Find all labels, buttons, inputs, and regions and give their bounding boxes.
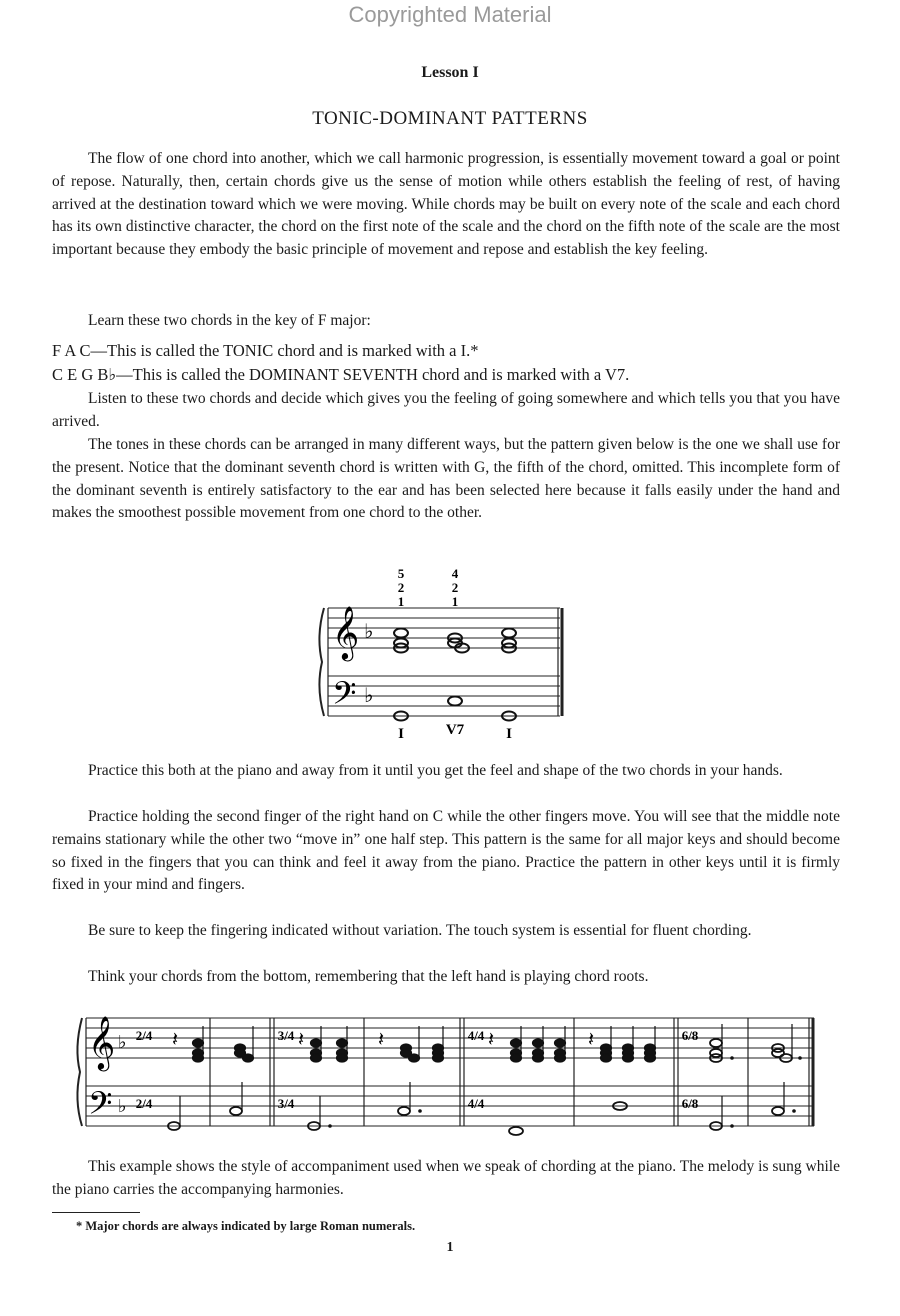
- chord-label-2: V7: [445, 722, 465, 738]
- time-signature-3-4-bass: 3/4: [277, 1096, 295, 1111]
- bass-staff: [328, 676, 560, 716]
- ex2-brace: [77, 1018, 82, 1126]
- paragraph-8: Think your chords from the bottom, remembering that the left hand is playing chord roots.: [88, 968, 649, 985]
- watermark: Copyrighted Material: [348, 2, 552, 27]
- page-number: 1: [446, 1240, 454, 1255]
- svg-text:𝄽: 𝄽: [298, 1029, 305, 1051]
- bass-notes: [392, 697, 518, 721]
- chord-label-1: I: [398, 726, 404, 742]
- footnote: * Major chords are always indicated by large Roman numerals.: [76, 1219, 416, 1233]
- fingering-group: [398, 566, 459, 609]
- ex2-barlines: [86, 1018, 809, 1126]
- time-signature-2-4-bass: 2/4: [135, 1096, 153, 1111]
- ex2-bass-staff: [86, 1086, 814, 1126]
- time-signature-6-8-bass: 6/8: [681, 1096, 699, 1111]
- paragraph-2: Learn these two chords in the key of F major:: [88, 312, 371, 329]
- fingering-2-mid: 2: [451, 580, 459, 595]
- example-2-score: [72, 1008, 822, 1138]
- footnote-rule: [52, 1212, 140, 1213]
- paragraph-4: The tones in these chords can be arranged in many different ways, but the pattern given below is the one we shall use for the present. Notice that the dominant seventh chord is written with G, the fifth of the chord, omitted. This incomplete form of the dominant seventh is entirely satisfactory to the ear and has been selected here because it falls easily under the hand and makes the smoothest possible movement from one chord to the other.: [52, 436, 840, 522]
- ex2-dots: [328, 1056, 802, 1128]
- time-signature-6-8-treble: 6/8: [681, 1028, 699, 1043]
- example-1-score: [310, 564, 580, 744]
- page-title: TONIC-DOMINANT PATTERNS: [312, 108, 588, 129]
- svg-text:𝄽: 𝄽: [172, 1029, 179, 1051]
- paragraph-5: Practice this both at the piano and away from it until you get the feel and shape of the two chords in your hands.: [88, 762, 783, 779]
- fingering-1-top: 5: [397, 566, 405, 581]
- chord-labels: [398, 722, 512, 742]
- fingering-1-bottom: 1: [397, 594, 405, 609]
- ex2-treble-dotted-chords: [710, 1024, 792, 1062]
- ex2-key-flat-bass-icon: ♭: [118, 1096, 127, 1116]
- ex2-key-flat-treble-icon: ♭: [118, 1032, 127, 1052]
- paragraph-3: Listen to these two chords and decide which gives you the feeling of going somewhere and which tells you that you have arrived.: [52, 390, 840, 430]
- fingering-2-top: 4: [451, 566, 459, 581]
- lesson-heading: Lesson I: [421, 64, 479, 81]
- time-signature-4-4-bass: 4/4: [467, 1096, 485, 1111]
- key-flat-treble-icon: ♭: [364, 621, 374, 643]
- system-brace: [319, 608, 324, 716]
- paragraph-9: This example shows the style of accompaniment used when we speak of chording at the piano. The melody is sung while the piano carries the accompanying harmonies.: [52, 1158, 840, 1198]
- key-flat-bass-icon: ♭: [364, 685, 374, 707]
- paragraph-1: The flow of one chord into another, which we call harmonic progression, is essentially movement toward a goal or point of repose. Naturally, then, certain chords give us the sense of motion while others establish the feeling of rest, of having arrived at the destination toward which we were moving. While chords may be built on every note of the scale and each chord has its own distinctive character, the chord on the first note of the scale and the chord on the fifth note of the scale are the most important because they embody the basic principle of movement and repose and establish the key feeling.: [52, 150, 840, 259]
- ex2-bass-clef-icon: 𝄢: [88, 1087, 113, 1129]
- treble-clef-icon: 𝄞: [332, 607, 360, 658]
- ex2-treble-clef-icon: 𝄞: [88, 1017, 116, 1068]
- time-signature-2-4-treble: 2/4: [135, 1028, 153, 1043]
- svg-text:𝄽: 𝄽: [588, 1029, 595, 1051]
- ex2-treble-chords: [193, 1026, 656, 1062]
- time-signature-3-4-treble: 3/4: [277, 1028, 295, 1043]
- svg-text:𝄽: 𝄽: [488, 1029, 495, 1051]
- time-signature-4-4-treble: 4/4: [467, 1028, 485, 1043]
- treble-staff: [328, 608, 560, 648]
- treble-chords: [394, 629, 516, 653]
- dominant-chord-line: C E G B♭—This is called the DOMINANT SEVENTH chord and is marked with a V7.: [52, 365, 630, 384]
- chord-label-3: I: [506, 726, 512, 742]
- svg-text:𝄽: 𝄽: [378, 1029, 385, 1051]
- paragraph-7: Be sure to keep the fingering indicated without variation. The touch system is essential for fluent chording.: [88, 922, 752, 939]
- bass-clef-icon: 𝄢: [332, 677, 357, 719]
- tonic-chord-line: F A C—This is called the TONIC chord and is marked with a I.*: [52, 341, 479, 360]
- fingering-2-bottom: 1: [451, 594, 459, 609]
- paragraph-6: Practice holding the second finger of the right hand on C while the other fingers move. You will see that the middle note remains stationary while the other two “move in” one half step. This pattern is the same for all major keys and should become so fixed in the fingers that you can think and feel it away from the piano. Practice the pattern in other keys until it is firmly fixed in your mind and fingers.: [52, 808, 840, 894]
- ex2-time-signatures: [136, 1028, 699, 1111]
- fingering-1-mid: 2: [397, 580, 405, 595]
